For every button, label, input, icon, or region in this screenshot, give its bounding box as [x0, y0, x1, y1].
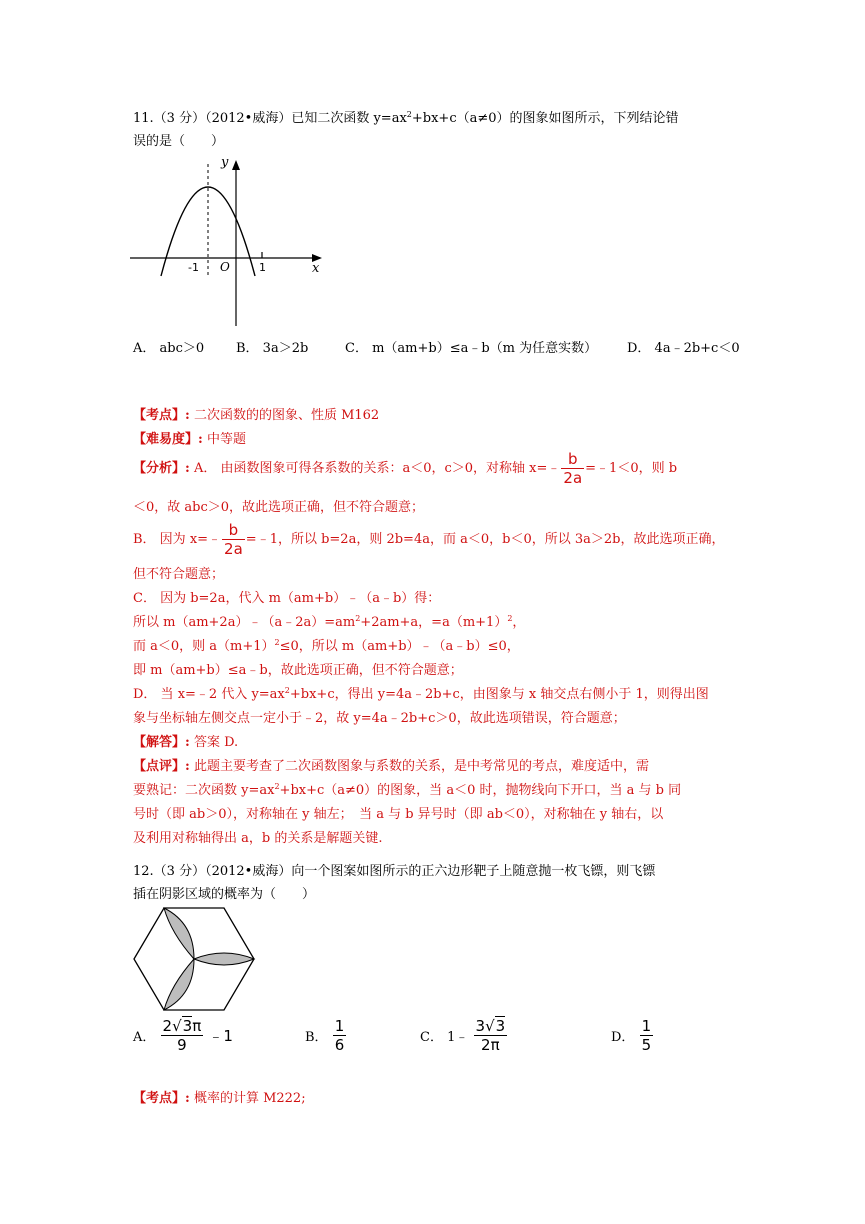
tick-1-label: 1: [259, 261, 266, 274]
q11-option-a: A． abc＞0: [133, 341, 205, 356]
q11-dianping-line3: 号时（即 ab＞0），对称轴在 y 轴左； 当 a 与 b 异号时（即 ab＜0），对称轴在 y 轴右，以: [133, 807, 664, 822]
q11-fenxi-d-line1: D． 当 x=﹣2 代入 $y=ax^2+bx+c$，得出 y=4a﹣2b+c，由图象与 x 轴交点右侧小于 1，则得出图: [133, 686, 709, 702]
fraction-b-over-2a: $\frac{b}{2a}$: [224, 521, 243, 558]
q11-dianping-line2: 要熟记：二次函数 $y=ax^2+bx+c(a\ne 0)$的图象，当 a＜0 时，抛物线向下开口，当 a 与 b 同: [133, 782, 682, 798]
option-b-fraction: $\frac{1}{6}$: [334, 1017, 345, 1054]
option-c-fraction: $\frac{3√3}{2\pi}$: [475, 1017, 506, 1054]
nandu-tag: 【难易度】:: [133, 432, 203, 447]
q11-fenxi-c-line2: 所以 $m(am+2a)﹣(a﹣2a)=am^2+2am+a$，$=a(m+1)^2$，: [133, 614, 526, 630]
q11-parabola-graph: [128, 150, 333, 328]
q11-header-line2: 误的是（ ）: [133, 134, 225, 149]
q12-kaodian: 【考点】: 概率的计算 M222;: [133, 1091, 306, 1106]
q12-option-b: B． $\frac{1}{6}$: [305, 1017, 345, 1054]
option-d-fraction: $\frac{1}{5}$: [641, 1017, 652, 1054]
fenxi-tag: 【分析】:: [133, 461, 190, 476]
y-axis-arrow: [232, 160, 240, 170]
q11-option-c: C． m（am+b）≤a﹣b（m 为任意实数）: [345, 341, 598, 356]
q11-fenxi-c-line3: 而 a＜0，则 $a(m+1)^2\le 0$，所以 m（am+b）﹣（a﹣b）≤0，: [133, 638, 520, 654]
q11-fenxi-a-line1: 【分析】: A． 由函数图象可得各系数的关系：a＜0，c＞0，对称轴 x=﹣ $\frac{b}{2a}$ =﹣1＜0，则 b: [133, 450, 678, 487]
q12-option-a: A． $\frac{2√3\pi}{9}$ ﹣1: [133, 1017, 233, 1054]
q11-header-line1: 11.（3 分）（2012•威海）已知二次函数 $y=ax^2+bx+c(a\ne 0)$的图象如图所示，下列结论错: [133, 110, 679, 126]
q12-option-d: D． $\frac{1}{5}$: [611, 1017, 652, 1054]
y-axis-label: y: [221, 155, 229, 170]
kaodian-tag: 【考点】:: [133, 1091, 190, 1106]
q11-fenxi-b-line1: B． 因为 x=﹣ $\frac{b}{2a}$ =﹣1，所以 b=2a，则 2b=4a，而 a＜0，b＜0，所以 3a＞2b，故此选项正确，: [133, 521, 725, 558]
q11-option-d: D． 4a﹣2b+c＜0: [627, 341, 740, 356]
q12-option-c: C． 1﹣ $\frac{3√3}{2\pi}$: [420, 1017, 506, 1054]
option-a-fraction: $\frac{2√3\pi}{9}$: [162, 1017, 202, 1054]
q11-fenxi-b-line2: 但不符合题意；: [133, 567, 225, 582]
q12-header-line2: 插在阴影区域的概率为（ ）: [133, 887, 316, 902]
jieda-tag: 【解答】:: [133, 735, 190, 750]
x-axis-label: x: [312, 261, 320, 276]
dianping-tag: 【点评】:: [133, 759, 190, 774]
q11-jieda: 【解答】: 答案 D.: [133, 735, 239, 750]
q11-dianping-line4: 及利用对称轴得出 a，b 的关系是解题关键.: [133, 831, 383, 846]
q11-fenxi-d-line2: 象与坐标轴左侧交点一定小于﹣2，故 y=4a﹣2b+c＞0，故此选项错误，符合题意；: [133, 711, 626, 726]
origin-label: O: [220, 260, 230, 274]
fraction-b-over-2a: $\frac{b}{2a}$: [563, 450, 583, 487]
q12-header-line1: 12.（3 分）（2012•威海）向一个图案如图所示的正六边形靶子上随意抛一枚飞镖，则飞镖: [133, 864, 656, 879]
q11-nandu: 【难易度】: 中等题: [133, 432, 246, 447]
q11-fenxi-c-line1: C． 因为 b=2a，代入 m（am+b）﹣（a﹣b）得：: [133, 591, 441, 606]
q11-option-b: B． 3a＞2b: [236, 341, 309, 356]
kaodian-tag: 【考点】:: [133, 408, 190, 423]
tick-neg1-label: -1: [188, 261, 199, 274]
q11-fenxi-c-line4: 即 m（am+b）≤a﹣b，故此选项正确，但不符合题意；: [133, 663, 463, 678]
q12-hexagon-target: [132, 906, 258, 1014]
q11-fenxi-a-line2: ＜0，故 abc＞0，故此选项正确，但不符合题意；: [133, 500, 425, 515]
q11-dianping-line1: 【点评】: 此题主要考查了二次函数图象与系数的关系，是中考常见的考点，难度适中，需: [133, 759, 649, 774]
q11-kaodian: 【考点】: 二次函数的的图象、性质 M162: [133, 408, 380, 423]
